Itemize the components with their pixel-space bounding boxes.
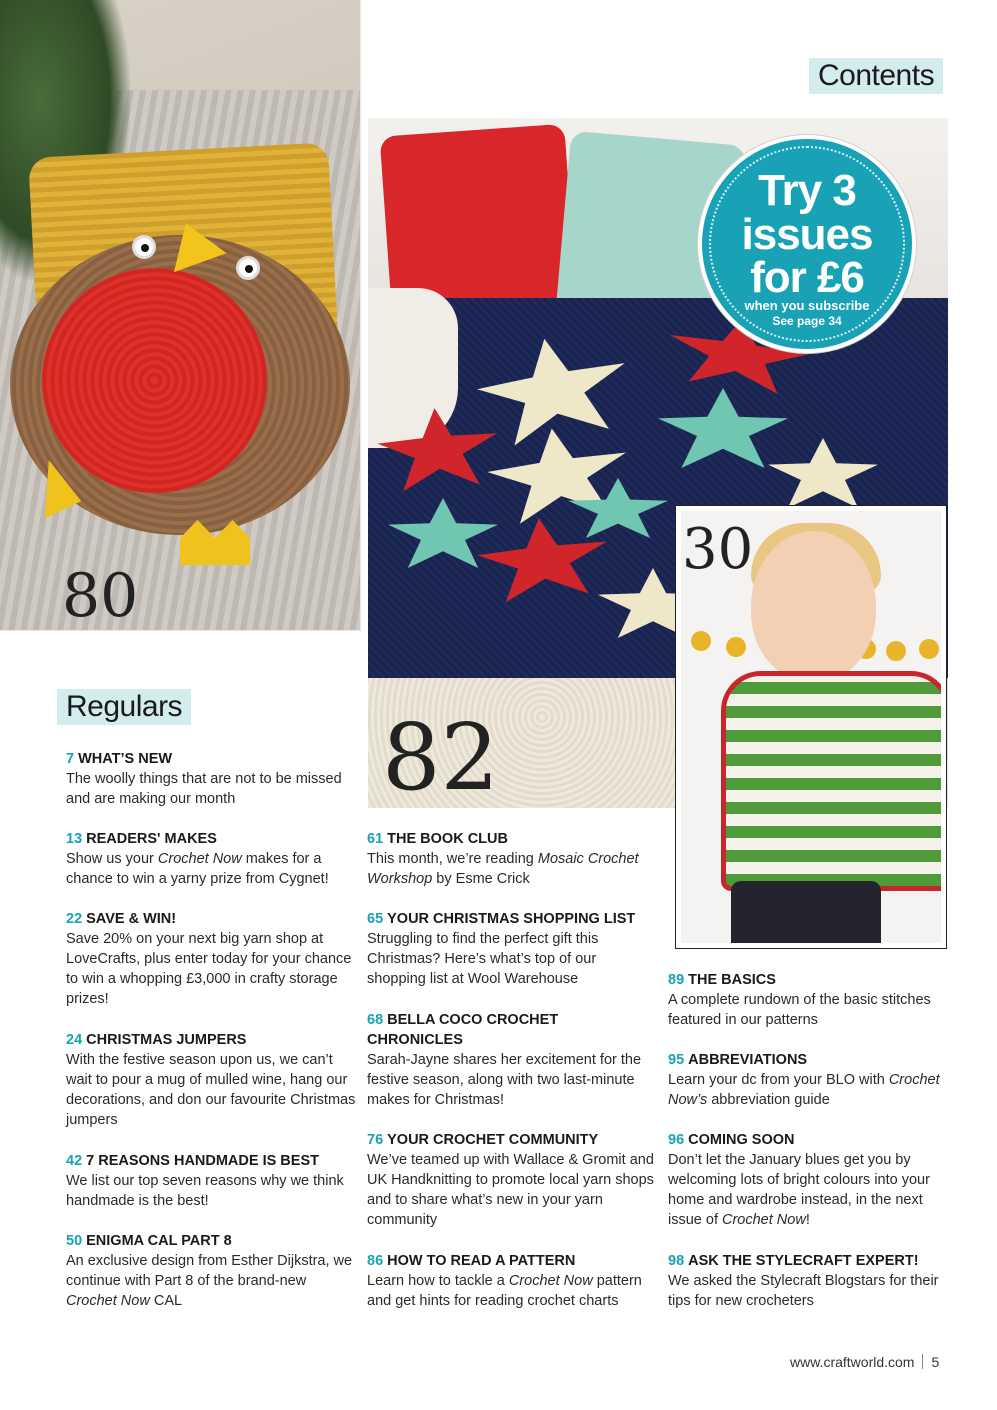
toc-entry[interactable] [66,829,356,889]
toc-entry-heading [668,1050,958,1070]
toc-title: CHRISTMAS JUMPERS [86,1032,247,1048]
contents-heading: Contents [809,58,943,94]
fur-throw [368,288,458,448]
toc-entry-heading [66,909,356,929]
badge-line-3: for £6 [750,253,864,302]
badge-line-2: issues [741,210,873,259]
toc-entry[interactable] [668,970,958,1030]
toc-page-number: 98 [668,1253,685,1269]
toc-entry-heading [668,1130,958,1150]
toc-entry-heading [66,749,356,769]
robin-breast [42,268,267,493]
toc-entry[interactable] [66,909,356,1009]
toc-title: ABBREVIATIONS [688,1052,808,1068]
toc-entry-heading [367,1130,657,1150]
badge-line-1: Try 3 [758,166,856,215]
website-link[interactable]: www.craftworld.com [790,1354,915,1370]
toc-description: A complete rundown of the basic stitches featured in our patterns [668,992,931,1028]
toc-title: THE BOOK CLUB [387,831,508,847]
toc-entry[interactable] [367,909,657,989]
toc-page-number: 65 [367,911,384,927]
garland-dot [726,637,746,657]
robin-eye [236,256,260,280]
toc-page-number: 89 [668,972,685,988]
robin-cushion-photo [0,0,360,630]
toc-entry-heading [66,1151,356,1171]
toc-entry[interactable] [367,1251,657,1311]
toc-title: HOW TO READ A PATTERN [387,1253,576,1269]
toc-description: Save 20% on your next big yarn shop at LoveCrafts, plus enter today for your chance to win a whopping £3,000 in crafty storage prizes! [66,931,352,1007]
toc-description: Learn your dc from your BLO with Crochet Now’s abbreviation guide [668,1072,940,1108]
toc-entry[interactable] [668,1251,958,1311]
toc-entry-heading [367,829,657,849]
toc-title: ENIGMA CAL PART 8 [86,1233,232,1249]
toc-entry[interactable] [66,1151,356,1211]
toc-page-number: 7 [66,751,75,767]
toc-description: The woolly things that are not to be missed and are making our month [66,771,342,807]
toc-title: ASK THE STYLECRAFT EXPERT! [688,1253,919,1269]
toc-entry-heading [668,970,958,990]
toc-entry[interactable] [66,749,356,809]
toc-description: With the festive season upon us, we can’t wait to pour a mug of mulled wine, hang our decorations, and don our favourite Christmas jumpers [66,1052,356,1128]
toc-page-number: 24 [66,1032,83,1048]
badge-line-5: See page 34 [772,314,842,328]
toc-page-number: 22 [66,911,83,927]
toc-entry-heading [367,1010,577,1050]
toc-page-number: 68 [367,1012,384,1028]
toc-title: YOUR CHRISTMAS SHOPPING LIST [387,911,636,927]
toc-title: COMING SOON [688,1132,795,1148]
striped-jumper [721,671,946,891]
toc-entry-heading [66,829,356,849]
child-trousers [731,881,881,948]
page-footer [790,1354,939,1370]
toc-entry-heading [66,1231,356,1251]
toc-entry[interactable] [367,1130,657,1230]
folio-number: 5 [931,1354,940,1370]
toc-description: Show us your Crochet Now makes for a chance to win a yarny prize from Cygnet! [66,851,329,887]
toc-title: WHAT’S NEW [78,751,173,767]
toc-title: THE BASICS [688,972,776,988]
toc-entry-heading [367,1251,657,1271]
toc-description: We’ve teamed up with Wallace & Gromit and UK Handknitting to promote local yarn shops and to share what’s new in your yarn community [367,1152,654,1228]
toc-page-number: 76 [367,1132,384,1148]
toc-page-number: 61 [367,831,384,847]
badge-line-4: when you subscribe [744,298,870,313]
toc-page-number: 86 [367,1253,384,1269]
toc-description-block [367,1050,657,1110]
toc-title: 7 REASONS HANDMADE IS BEST [86,1153,319,1169]
toc-entry[interactable] [668,1130,958,1230]
child-page-number[interactable]: 30 [682,517,754,582]
toc-description: Don’t let the January blues get you by welcoming lots of bright colours into your home and wardrobe instead, in the next issue of Crochet Now! [668,1152,930,1228]
subscription-badge[interactable] [698,135,916,353]
toc-entry[interactable] [66,1231,356,1311]
child-face [751,531,876,681]
toc-entry[interactable] [367,1010,577,1050]
toc-entry-heading [66,1030,356,1050]
toc-entry[interactable] [367,829,657,889]
toc-description: Learn how to tackle a Crochet Now pattern and get hints for reading crochet charts [367,1273,642,1309]
garland-dot [919,639,939,659]
garland-dot [691,631,711,651]
footer-divider [922,1354,923,1369]
toc-page-number: 95 [668,1052,685,1068]
garland-dot [886,641,906,661]
toc-entry[interactable] [66,1030,356,1130]
toc-title: SAVE & WIN! [86,911,177,927]
blanket-page-number[interactable]: 82 [382,704,500,811]
toc-title: READERS' MAKES [86,831,217,847]
toc-description: An exclusive design from Esther Dijkstra, we continue with Part 8 of the brand-new Crochet Now CAL [66,1253,353,1309]
toc-description: We asked the Stylecraft Blogstars for their tips for new crocheters [668,1273,939,1309]
toc-description: We list our top seven reasons why we think handmade is the best! [66,1173,344,1209]
toc-page-number: 50 [66,1233,83,1249]
robin-page-number[interactable]: 80 [62,561,139,631]
toc-page-number: 42 [66,1153,83,1169]
toc-title: BELLA COCO CROCHET CHRONICLES [367,1012,559,1048]
robin-eye [132,235,156,259]
toc-description: This month, we’re reading Mosaic Crochet Workshop by Esme Crick [367,851,639,887]
regulars-heading: Regulars [57,689,191,725]
toc-description: Struggling to find the perfect gift this Christmas? Here’s what’s top of our shopping list at Wool Warehouse [367,931,599,987]
toc-page-number: 96 [668,1132,685,1148]
toc-entry[interactable] [668,1050,958,1110]
toc-entry-heading [367,909,657,929]
toc-entry-heading [668,1251,958,1271]
toc-title: YOUR CROCHET COMMUNITY [387,1132,599,1148]
toc-description: Sarah-Jayne shares her excitement for the festive season, along with two last-minute makes for Christmas! [367,1052,642,1108]
toc-page-number: 13 [66,831,83,847]
